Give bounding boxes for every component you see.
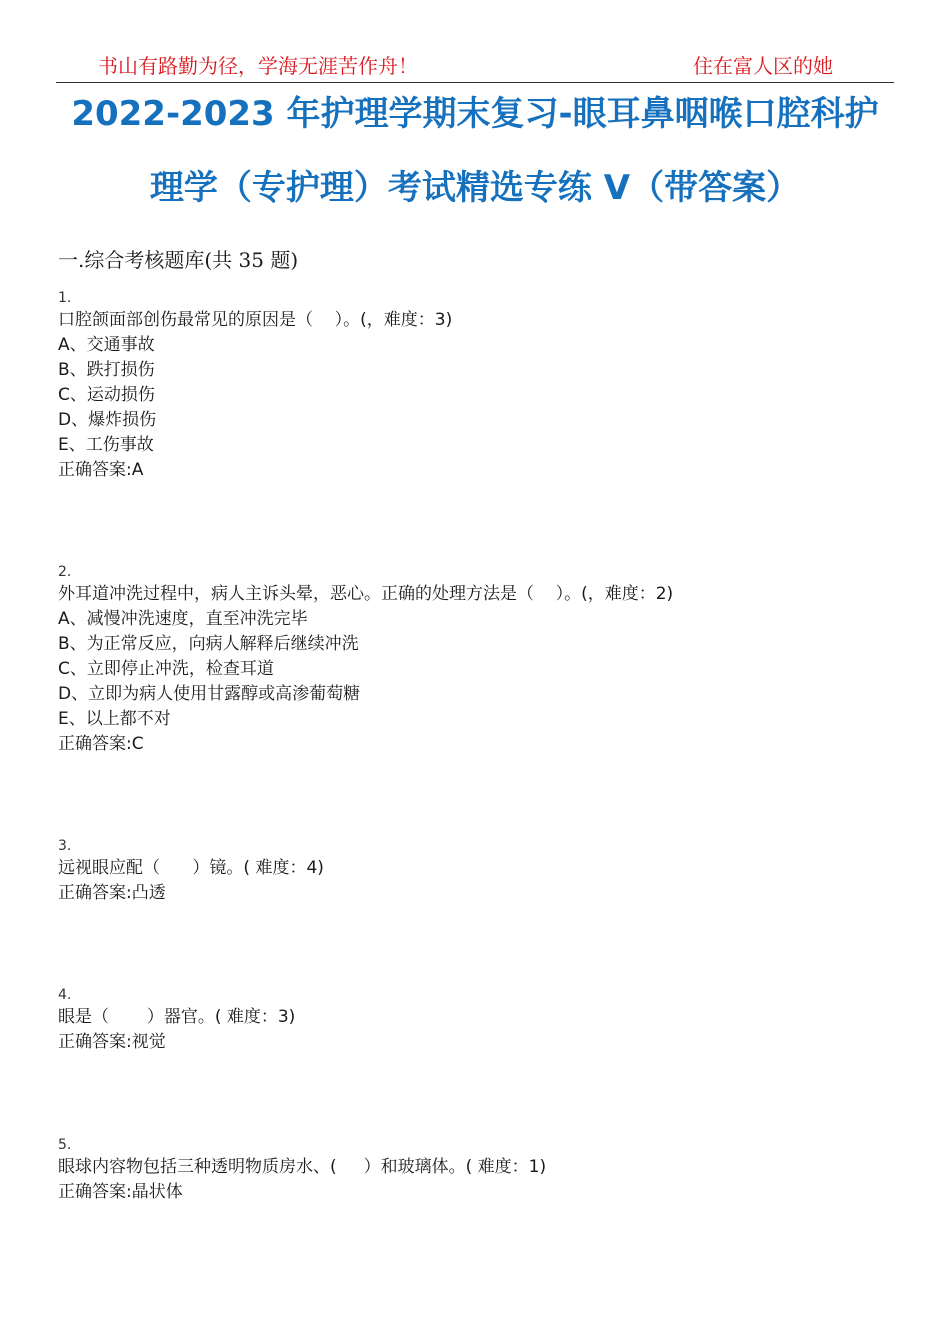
option-c: C、立即停止冲洗，检查耳道	[58, 659, 274, 679]
question-5	[58, 1135, 546, 1205]
option-e: E、工伤事故	[58, 435, 154, 455]
correct-answer: 正确答案:A	[58, 460, 144, 480]
question-stem: 口腔颌面部创伤最常见的原因是（ ）。(，难度：3)	[58, 310, 453, 330]
question-number: 2.	[58, 564, 72, 580]
section-heading: 一.综合考核题库(共 35 题)	[58, 248, 299, 272]
question-number: 1.	[58, 290, 72, 306]
option-d: D、立即为病人使用甘露醇或高渗葡萄糖	[58, 684, 361, 704]
correct-answer: 正确答案:C	[58, 734, 144, 754]
option-a: A、交通事故	[58, 335, 155, 355]
question-stem: 眼球内容物包括三种透明物质房水、( ）和玻璃体。( 难度：1)	[58, 1157, 547, 1177]
correct-answer: 正确答案:视觉	[58, 1032, 166, 1052]
correct-answer: 正确答案:凸透	[58, 883, 166, 903]
question-stem: 眼是（ ）器官。( 难度：3)	[58, 1007, 296, 1027]
option-d: D、爆炸损伤	[58, 410, 157, 430]
option-a: A、减慢冲洗速度，直至冲洗完毕	[58, 609, 308, 629]
document-title-line-1: 2022-2023 年护理学期末复习-眼耳鼻咽喉口腔科护	[71, 94, 879, 134]
correct-answer: 正确答案:晶状体	[58, 1182, 183, 1202]
question-stem: 外耳道冲洗过程中，病人主诉头晕，恶心。正确的处理方法是（ ）。(，难度：2)	[58, 584, 674, 604]
question-1	[58, 288, 452, 483]
question-number: 5.	[58, 1137, 72, 1153]
option-c: C、运动损伤	[58, 385, 155, 405]
question-number: 3.	[58, 838, 72, 854]
header-slogan-right: 住在富人区的她	[693, 54, 833, 78]
question-3	[58, 836, 324, 906]
option-b: B、跌打损伤	[58, 360, 155, 380]
option-b: B、为正常反应，向病人解释后继续冲洗	[58, 634, 359, 654]
question-number: 4.	[58, 987, 72, 1003]
question-4	[58, 985, 295, 1055]
header-slogan-left: 书山有路勤为径，学海无涯苦作舟！	[98, 54, 418, 78]
question-stem: 远视眼应配（ ）镜。( 难度：4)	[58, 858, 324, 878]
document-title-line-2: 理学（专护理）考试精选专练 V（带答案）	[149, 168, 801, 208]
question-2	[58, 562, 673, 757]
header-divider	[56, 82, 894, 83]
option-e: E、以上都不对	[58, 709, 171, 729]
